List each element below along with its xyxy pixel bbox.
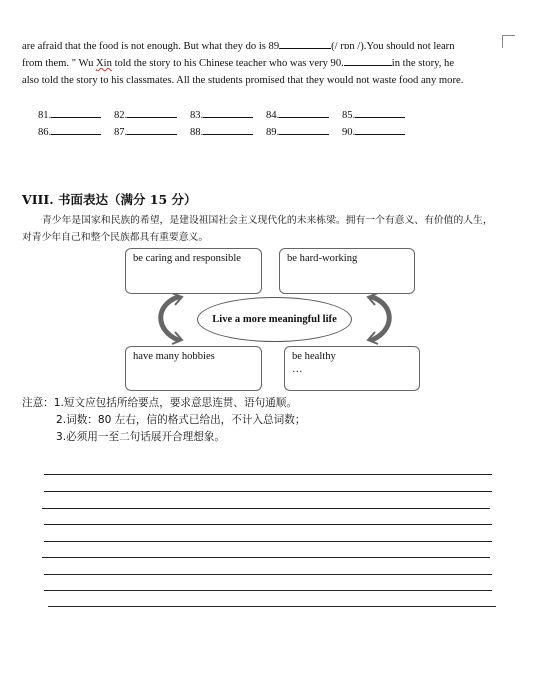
passage-text: are afraid that the food is not enough. But what they do is 89: [22, 41, 280, 52]
passage-text: told the story to his Chinese teacher who was very 90.: [111, 58, 344, 69]
answer-row-2: [38, 125, 418, 138]
section-title: VIII. 书面表达（满分 15 分）: [22, 192, 197, 207]
writing-line[interactable]: [42, 557, 490, 558]
answer-blank-89: [279, 39, 331, 49]
reading-passage: [22, 38, 504, 89]
note-line-2: 2.词数：80 左右，信的格式已给出，不计入总词数；: [56, 414, 306, 426]
mindmap-center-ellipse: Live a more meaningful life: [197, 297, 352, 342]
writing-line[interactable]: [48, 606, 496, 607]
answer-line: [355, 125, 405, 135]
answer-row-1: [38, 108, 418, 121]
answer-line: [127, 125, 177, 135]
answer-item: 81.: [38, 108, 114, 121]
note-line-3: 3.必须用一至二句话展开合理想象。: [56, 431, 226, 443]
answer-line: [127, 108, 177, 118]
answer-line: [51, 125, 101, 135]
answer-item: 83.: [190, 108, 266, 121]
answer-item: 86.: [38, 125, 114, 138]
mindmap-box-top-left: be caring and responsible: [125, 248, 262, 294]
answer-item: 88.: [190, 125, 266, 138]
passage-line-2: [22, 55, 504, 72]
passage-text: from them. " Wu: [22, 58, 97, 69]
writing-line[interactable]: [44, 574, 492, 575]
mindmap-box-bottom-left: have many hobbies: [125, 346, 262, 391]
notes-block: [22, 395, 305, 446]
answer-item: 89.: [266, 125, 342, 138]
writing-line[interactable]: [42, 508, 490, 509]
answer-line: [203, 108, 253, 118]
answer-item: 87.: [114, 125, 190, 138]
writing-line[interactable]: [44, 474, 492, 475]
answer-item: 90.: [342, 125, 418, 138]
answer-line: [355, 108, 405, 118]
writing-line[interactable]: [44, 491, 492, 492]
passage-line-1: [22, 38, 504, 55]
phonetic-hint: (/ rɒn /): [331, 41, 364, 52]
answer-line: [203, 125, 253, 135]
note-line-1: 注意：1.短文应包括所给要点，要求意思连贯、语句通顺。: [22, 397, 297, 409]
writing-line[interactable]: [44, 541, 492, 542]
name-spellcheck: Xin: [96, 58, 112, 69]
mindmap-box-bottom-right: be healthy …: [284, 346, 420, 391]
writing-line[interactable]: [44, 524, 492, 525]
mindmap-box-top-right: be hard-working: [279, 248, 415, 294]
section-intro: 青少年是国家和民族的希望，是建设祖国社会主义现代化的未来栋梁。拥有一个有意义、有价值的人生，对青少年自己和整个民族都具有重要意义。: [22, 215, 493, 243]
answer-item: 82.: [114, 108, 190, 121]
writing-line[interactable]: [44, 590, 492, 591]
answer-blank-90: [344, 56, 392, 66]
answer-line: [279, 125, 329, 135]
passage-text: .You should not learn: [363, 41, 455, 52]
answer-item: 84.: [266, 108, 342, 121]
answer-item: 85.: [342, 108, 418, 121]
passage-text: in the story, he: [391, 58, 455, 69]
answer-line: [51, 108, 101, 118]
answer-line: [279, 108, 329, 118]
passage-line-3: also told the story to his classmates. All the students promised that they would not waste food any more.: [22, 75, 464, 86]
